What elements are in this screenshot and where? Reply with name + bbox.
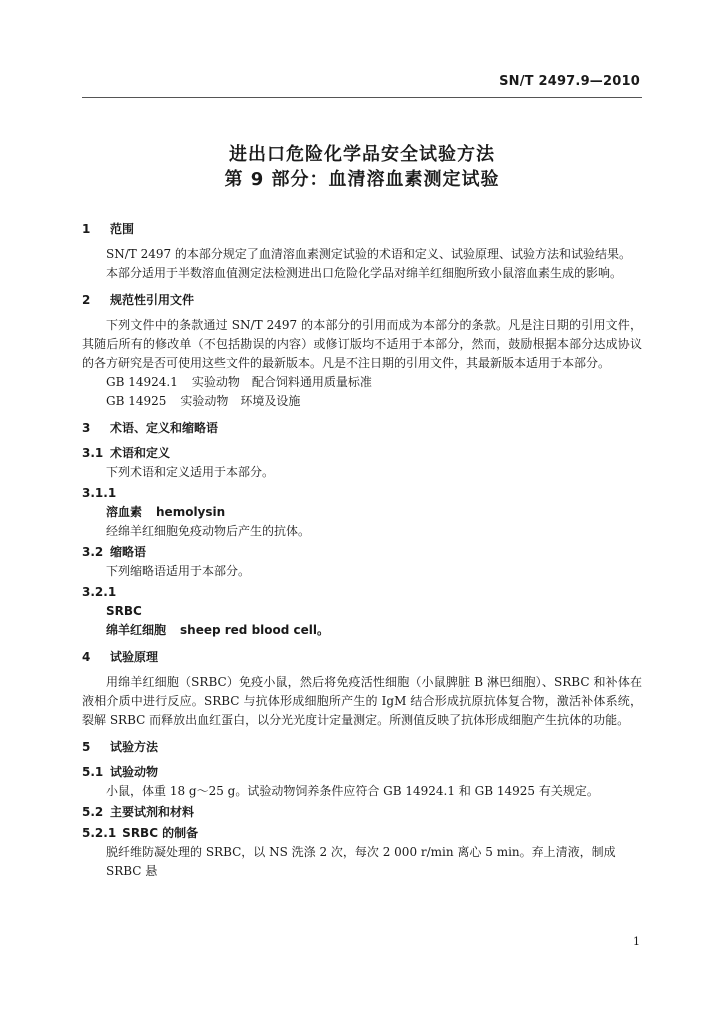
section-number: 1 xyxy=(82,222,91,236)
paragraph: 小鼠，体重 18 g～25 g。试验动物饲养条件应符合 GB 14924.1 和 GB 14925 有关规定。 xyxy=(106,784,599,798)
abbreviation: SRBC xyxy=(106,604,142,618)
paragraph: 下列术语和定义适用于本部分。 xyxy=(106,465,275,479)
page-number: 1 xyxy=(633,935,640,948)
section-number: 3 xyxy=(82,421,91,435)
section-title: 试验方法 xyxy=(110,740,159,754)
section-title: 缩略语 xyxy=(110,545,147,559)
section-number: 2 xyxy=(82,293,91,307)
abbreviation-english: sheep red blood cell。 xyxy=(180,623,330,637)
subsection-heading xyxy=(82,824,642,843)
document-title: 进出口危险化学品安全试验方法 xyxy=(229,144,495,165)
section-title: 试验动物 xyxy=(110,765,159,779)
section-number: 5 xyxy=(82,740,91,754)
subsection-heading xyxy=(82,543,642,562)
section-number: 3.1 xyxy=(82,446,104,460)
section-number: 3.1.1 xyxy=(82,486,117,500)
section-title: 规范性引用文件 xyxy=(110,293,195,307)
document-subtitle: 第 9 部分：血清溶血素测定试验 xyxy=(224,169,500,190)
subsection-heading xyxy=(82,763,642,782)
clause-number xyxy=(82,583,642,602)
abbreviation-definition xyxy=(82,621,642,640)
term-english: hemolysin xyxy=(156,505,226,519)
section-4-heading xyxy=(82,648,642,667)
header-rule xyxy=(82,97,642,98)
paragraph: SN/T 2497 的本部分规定了血清溶血素测定试验的术语和定义、试验原理、试验方法和试验结果。 xyxy=(106,247,631,261)
section-title: 范围 xyxy=(110,222,135,236)
section-title: 试验原理 xyxy=(110,650,159,664)
section-number: 5.2 xyxy=(82,805,104,819)
term-entry xyxy=(82,503,642,522)
section-1-heading xyxy=(82,220,642,239)
section-number: 3.2.1 xyxy=(82,585,117,599)
section-5-heading xyxy=(82,738,642,757)
reference-item xyxy=(82,392,642,411)
reference-item xyxy=(82,373,642,392)
reference-list xyxy=(82,373,642,411)
abbreviation-chinese: 绵羊红细胞 xyxy=(106,623,167,637)
paragraph: 下列缩略语适用于本部分。 xyxy=(106,564,251,578)
paragraph: 下列文件中的条款通过 SN/T 2497 的本部分的引用而成为本部分的条款。凡是注日期的引用文件，其随后所有的修改单（不包括勘误的内容）或修订版均不适用于本部分，然而，鼓励根据本部分达成协议的各方研究是否可使用这些文件的最新版本。凡是不注日期的引用文件，其最新版本适用于本部分。 xyxy=(82,318,642,370)
section-2-heading xyxy=(82,291,642,310)
paragraph: 脱纤维防凝处理的 SRBC，以 NS 洗涤 2 次，每次 2 000 r/min 离心 5 min。弃上清液，制成 SRBC 悬 xyxy=(106,845,616,878)
standard-number: SN/T 2497.9—2010 xyxy=(499,74,640,89)
term-chinese: 溶血素 xyxy=(106,505,143,519)
term-definition: 经绵羊红细胞免疫动物后产生的抗体。 xyxy=(106,524,311,538)
section-title: SRBC 的制备 xyxy=(122,826,199,840)
reference-title: 实验动物 环境及设施 xyxy=(180,394,301,408)
reference-title: 实验动物 配合饲料通用质量标准 xyxy=(191,375,372,389)
subsection-heading xyxy=(82,803,642,822)
clause-number xyxy=(82,484,642,503)
section-number: 5.1 xyxy=(82,765,104,779)
document-body xyxy=(82,220,642,881)
section-number: 4 xyxy=(82,650,91,664)
reference-code: GB 14925 xyxy=(106,394,167,408)
section-3-heading xyxy=(82,419,642,438)
section-title: 术语、定义和缩略语 xyxy=(110,421,219,435)
reference-code: GB 14924.1 xyxy=(106,375,178,389)
paragraph: 用绵羊红细胞（SRBC）免疫小鼠，然后将免疫活性细胞（小鼠脾脏 B 淋巴细胞）、SRBC 和补体在液相介质中进行反应。SRBC 与抗体形成细胞所产生的 IgM 结合形成抗原抗体复合物，激活补体系统，裂解 SRBC 而释放出血红蛋白，以分光光度计定量测定。所测值反映了抗体形成细胞产生抗体的功能。 xyxy=(82,675,642,727)
subsection-heading xyxy=(82,444,642,463)
section-number: 5.2.1 xyxy=(82,826,117,840)
section-number: 3.2 xyxy=(82,545,104,559)
section-title: 术语和定义 xyxy=(110,446,171,460)
section-title: 主要试剂和材料 xyxy=(110,805,195,819)
paragraph: 本部分适用于半数溶血值测定法检测进出口危险化学品对绵羊红细胞所致小鼠溶血素生成的影响。 xyxy=(106,266,623,280)
